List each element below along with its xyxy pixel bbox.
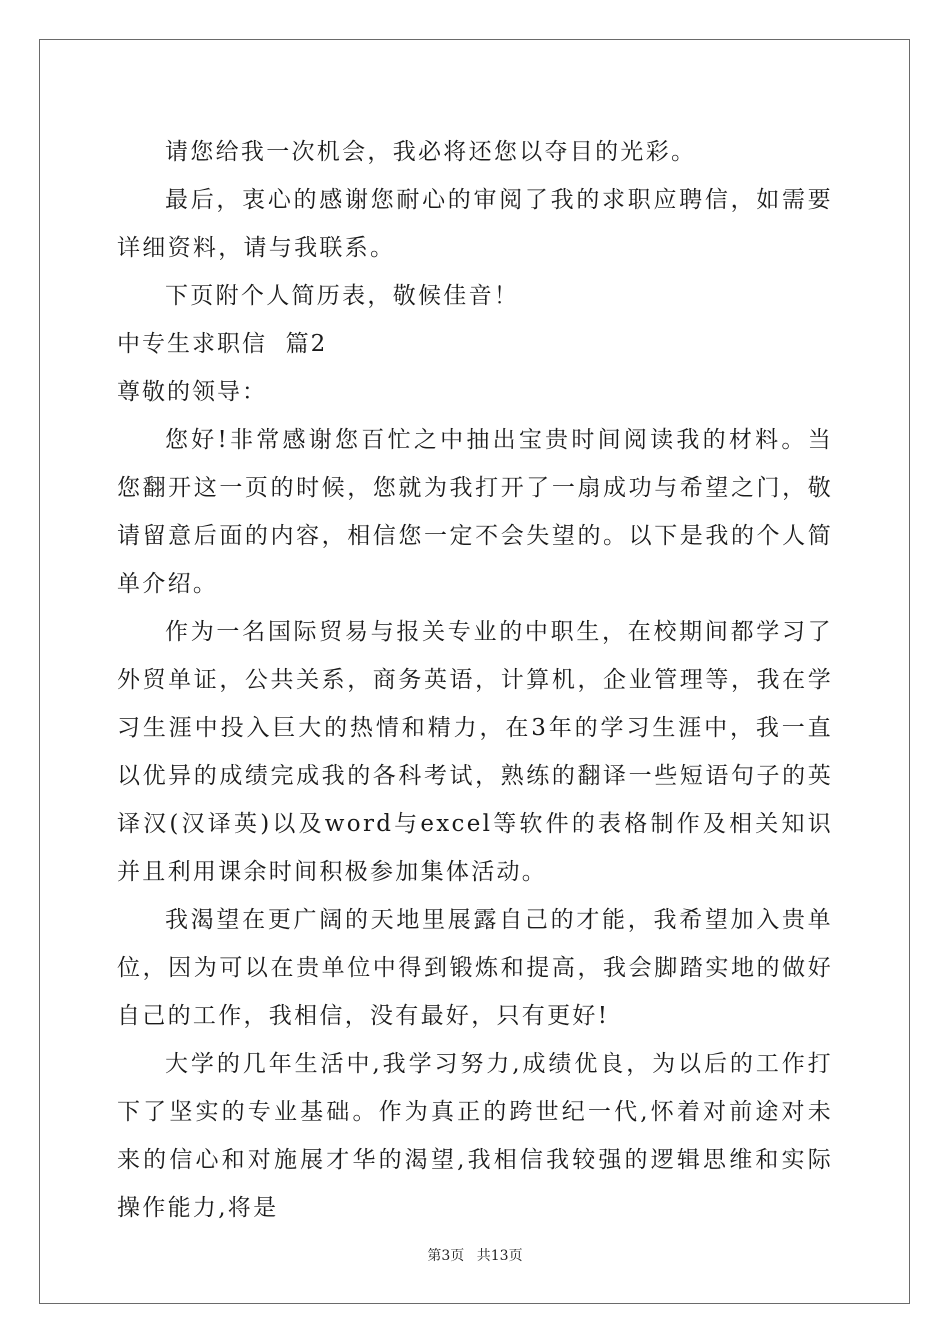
- paragraph: 作为一名国际贸易与报关专业的中职生，在校期间都学习了外贸单证，公共关系，商务英语，计算机，企业管理等，我在学习生涯中投入巨大的热情和精力，在3年的学习生涯中，我一直以优异的成绩完成我的各科考试，熟练的翻译一些短语句子的英译汉(汉译英)以及word与excel等软件的表格制作及相关知识并且利用课余时间积极参加集体活动。: [117, 619, 833, 885]
- paragraph: 大学的几年生活中,我学习努力,成绩优良，为以后的工作打下了坚实的专业基础。作为真正的跨世纪一代,怀着对前途对未来的信心和对施展才华的渴望,我相信我较强的逻辑思维和实际操作能力,将是: [117, 1051, 833, 1221]
- salutation: 尊敬的领导：: [117, 379, 267, 405]
- paragraph: 您好!非常感谢您百忙之中抽出宝贵时间阅读我的材料。当您翻开这一页的时候，您就为我打开了一扇成功与希望之门，敬请留意后面的内容，相信您一定不会失望的。以下是我的个人简单介绍。: [117, 427, 833, 597]
- paragraph: 请您给我一次机会，我必将还您以夺目的光彩。: [165, 139, 697, 165]
- paragraph: 我渴望在更广阔的天地里展露自己的才能，我希望加入贵单位，因为可以在贵单位中得到锻炼和提高，我会脚踏实地的做好自己的工作，我相信，没有最好，只有更好!: [117, 907, 833, 1029]
- section-title: 中专生求职信 篇2: [117, 331, 328, 357]
- page-footer: [0, 1245, 950, 1265]
- paragraph: 下页附个人简历表，敬候佳音！: [165, 283, 520, 309]
- page-number: 第3页: [427, 1248, 465, 1264]
- page-total: 共13页: [476, 1248, 523, 1264]
- document-body: [117, 128, 833, 1232]
- paragraph: 最后，衷心的感谢您耐心的审阅了我的求职应聘信，如需要详细资料，请与我联系。: [117, 187, 833, 261]
